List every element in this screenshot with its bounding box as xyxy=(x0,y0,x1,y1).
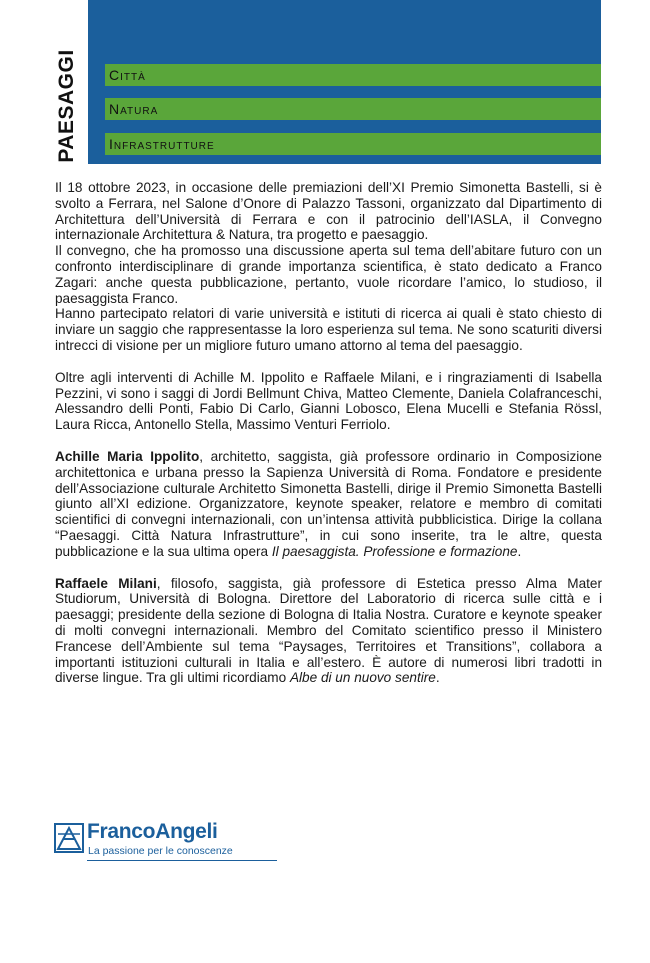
series-band-infrastrutture: Infrastrutture xyxy=(105,133,601,155)
bio-ippolito-book-title: Il paesaggista. Professione e formazione xyxy=(271,543,518,559)
publisher-logo xyxy=(54,820,244,871)
publisher-rule xyxy=(87,860,277,861)
paragraph-convegno: Il 18 ottobre 2023, in occasione delle premiazioni dell’XI Premio Simonetta Bastelli, si è svolto a Ferrara, nel Salone d’Onore di Palazzo Tassoni, organizzato dal Dipartimento di Architettura dell’Università di Ferrara e con il patrocinio dell’IASLA, il Convegno internazionale Architettura & Natura, tra progetto e paesaggio. xyxy=(55,180,602,243)
paragraph-contributors: Oltre agli interventi di Achille M. Ippolito e Raffaele Milani, e i ringraziamenti di Isabella Pezzini, vi sono i saggi di Jordi Bellmunt Chiva, Matteo Clemente, Daniela Colafranceschi, Alessandro delli Ponti, Fabio Di Carlo, Gianni Lobosco, Elena Mucelli e Stefania Rössl, Laura Ricca, Antonello Stella, Massimo Venturi Ferriolo. xyxy=(55,369,602,433)
bio-ippolito: Achille Maria Ippolito, architetto, saggista, già professore ordinario in Composizione architettonica e urbana presso la Sapienza Università di Roma. Fondatore e presidente dell’Associazione culturale Architetto Simonetta Bastelli, dirige il Premio Simonetta Bastelli giunto all’XI edizione. Organizzatore, keynote speaker, relatore e membro di comitati scientifici di convegni internazionali, con un’intensa attività pubblicistica. Dirige la collana “Paesaggi. Città Natura Infrastrutture”, in cui sono inserite, tra le altre, questa pubblicazione e la sua ultima opera Il paesaggista. Professione e formazione. xyxy=(55,448,602,559)
series-band-natura: Natura xyxy=(105,98,601,120)
paragraph-dedication: Il convegno, che ha promosso una discussione aperta sul tema dell’abitare futuro con un confronto interdisciplinare di grande importanza scientifica, è stato dedicato a Franco Zagari: anche questa pubblicazione, pertanto, vuole ricordare l’amico, lo studioso, il paesaggista Franco. xyxy=(55,243,602,306)
bio-milani-book-title: Albe di un nuovo sentire xyxy=(289,670,436,686)
paragraph-participants: Hanno partecipato relatori di varie università e istituti di ricerca ai quali è stato chiesto di inviare un saggio che rappresentasse la loro esperienza sul tema. Ne sono scaturiti diversi intrecci di visione per un migliore futuro umano attorno al tema del paesaggio. xyxy=(55,306,602,353)
publisher-name: FrancoAngeli xyxy=(87,820,218,843)
series-band-citta: Città xyxy=(105,64,601,86)
bio-milani-name: Raffaele Milani xyxy=(55,575,157,591)
bio-milani: Raffaele Milani, filosofo, saggista, già professore di Estetica presso Alma Mater Studiorum, Università di Bologna. Direttore del Laboratorio di ricerca sulle città e i paesaggi; presidente della sezione di Bologna di Italia Nostra. Curatore e keynote speaker di molti convegni internazionali. Membro del Comitato scientifico presso il Ministero Francese dell’Ambiente sul tema “Paysages, Territoires et Transitions”, collabora a importanti istituzioni culturali in Italia e all’estero. È autore di numerosi libri tradotti in diverse lingue. Tra gli ultimi ricordiamo Albe di un nuovo sentire. xyxy=(55,575,602,686)
publisher-logo-icon xyxy=(54,823,84,853)
bio-ippolito-name: Achille Maria Ippolito xyxy=(55,448,200,464)
back-cover-text xyxy=(55,180,602,686)
series-title: PAESAGGI xyxy=(55,49,78,163)
publisher-tagline: La passione per le conoscenze xyxy=(88,845,233,857)
